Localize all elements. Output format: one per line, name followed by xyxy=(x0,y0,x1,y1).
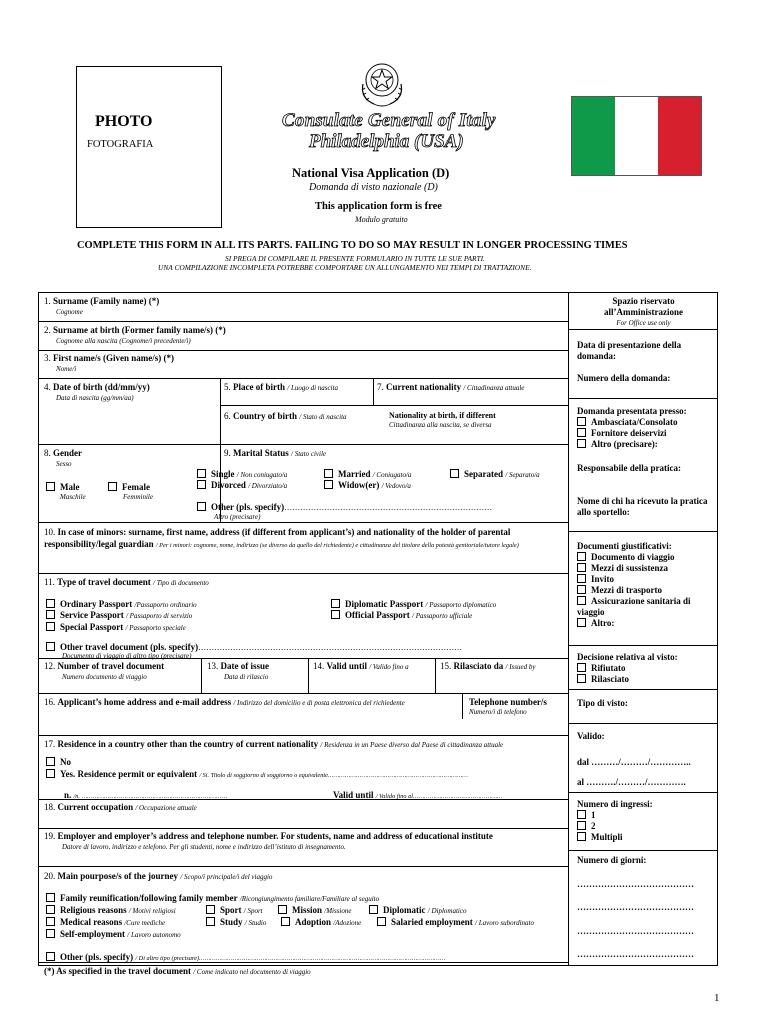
office-divider xyxy=(568,292,569,966)
purpose-medical[interactable]: Medical reasons /Cure mediche xyxy=(46,917,165,927)
field-telephone: Telephone number/s xyxy=(469,697,547,707)
salaried-checkbox[interactable] xyxy=(377,917,386,926)
presso-checkbox-0[interactable] xyxy=(577,417,586,426)
marital-single[interactable]: Single / Non coniugato/a xyxy=(197,469,287,479)
doc-other[interactable]: Other travel document (pls. specify)……………………………………………………………………………………… xyxy=(46,642,462,652)
field-gender: 8. Gender xyxy=(44,448,82,458)
purpose-other[interactable]: Other (pls. specify) / Di altro tipo (precisare)…………………………………………………………………………………………………………………… xyxy=(46,952,445,962)
ingr-checkbox-2[interactable] xyxy=(577,832,586,841)
field-dob: 4. Date of birth (dd/mm/yy) xyxy=(44,382,150,392)
docs-checkbox-1[interactable] xyxy=(577,563,586,572)
consulate-line2: Philadelphia (USA) xyxy=(309,131,464,152)
field-marital: 9. Marital Status / Stato civile xyxy=(224,448,326,458)
field-surname-birth-it: Cognome alla nascita (Cognome/i precedente/i) xyxy=(56,337,191,345)
gender-female-it: Femminile xyxy=(123,493,153,501)
office-dots-1: ………………………………… xyxy=(577,879,694,889)
marital-other[interactable]: Other (pls. specify)…………………………………………………………………… xyxy=(197,502,492,512)
warning-it1: SI PREGA DI COMPILARE IL PRESENTE FORMULARIO IN TUTTE LE SUE PARTI. xyxy=(225,254,485,263)
field-first-name-it: Nome/i xyxy=(56,365,77,373)
gender-male[interactable]: Male xyxy=(46,482,80,492)
office-giorni: Numero di giorni: xyxy=(577,855,647,865)
ingr-opt-2[interactable]: Multipli xyxy=(577,832,623,842)
field-date-issue-it: Data di rilascio xyxy=(224,673,269,681)
field-purpose: 20. Main pourpose/s of the journey / Scopo/i principale/i del viaggio xyxy=(44,871,273,881)
single-checkbox[interactable] xyxy=(197,469,206,478)
sport-checkbox[interactable] xyxy=(206,905,215,914)
docs-opt-2[interactable]: Invito xyxy=(577,574,614,584)
ordinary-checkbox[interactable] xyxy=(46,599,55,608)
marital-other-it: Altro (precisare) xyxy=(214,513,261,521)
docs-checkbox-3[interactable] xyxy=(577,585,586,594)
field-occupation: 18. Current occupation / Occupazione attuale xyxy=(44,802,197,812)
special-checkbox[interactable] xyxy=(46,622,55,631)
separated-checkbox[interactable] xyxy=(450,469,459,478)
photo-box xyxy=(76,66,222,228)
gender-male-it: Maschile xyxy=(60,493,86,501)
office-title2: all’Amministrazione xyxy=(604,307,683,317)
female-checkbox[interactable] xyxy=(108,482,117,491)
ingr-checkbox-1[interactable] xyxy=(577,821,586,830)
field-address: 16. Applicant’s home address and e-mail address / Indirizzo del domicilio e di posta elettronica del richiedente xyxy=(44,697,405,707)
docs-checkbox-4[interactable] xyxy=(577,596,586,605)
photo-subtitle: FOTOGRAFIA xyxy=(87,139,154,150)
marital-separated[interactable]: Separated / Separato/a xyxy=(450,469,540,479)
marital-divorced[interactable]: Divorced / Divorziato/a xyxy=(197,480,287,490)
marital-widow[interactable]: Widow(er) / Vedovo/a xyxy=(324,480,411,490)
office-dots-4: ………………………………… xyxy=(577,949,694,959)
footnote: (*) As specified in the travel document / Come indicato nel documento di viaggio xyxy=(44,966,311,976)
free-notice-it: Modulo gratuito xyxy=(355,215,408,224)
service-checkbox[interactable] xyxy=(46,610,55,619)
field-dob-it: Data di nascita (gg/mm/aa) xyxy=(56,394,134,402)
purpose-self[interactable]: Self-employment / Lavoro autonomo xyxy=(46,929,181,939)
field-date-issue: 13. Date of issue xyxy=(207,661,269,671)
mission-checkbox[interactable] xyxy=(278,905,287,914)
office-nome: Nome di chi ha ricevuto la pratica allo sportello: xyxy=(577,496,708,517)
office-data-pres: Data di presentazione della domanda: xyxy=(577,340,682,361)
field-minors: 10. In case of minors: surname, first name, address (if different from applicant’s) and nationality of the holder of parental responsibility/legal guardian / Per i minori: cognome, nome, indirizzo (se diverso da quello del richiedente) e cittadinanza del titolare della potestà genitoriale/tutore legale) xyxy=(44,527,519,549)
photo-title: PHOTO xyxy=(95,113,153,130)
purpose-salaried[interactable]: Salaried employment / Lavoro subordinato xyxy=(377,917,534,927)
divorced-checkbox[interactable] xyxy=(197,480,206,489)
male-checkbox[interactable] xyxy=(46,482,55,491)
ingr-opt-1[interactable]: 2 xyxy=(577,821,596,831)
form-title: National Visa Application (D) xyxy=(292,166,450,180)
field-employer-it: Datore di lavoro, indirizzo e telefono. Per gli studenti, nome e indirizzo dell’istituto di insegnamento. xyxy=(62,843,346,851)
other-marital-checkbox[interactable] xyxy=(197,502,206,511)
field-nationality: 7. Current nationality / Cittadinanza attuale xyxy=(377,382,525,392)
residence-n[interactable]: n. /n. …………………………………………………………………… xyxy=(64,790,228,800)
purpose-sport[interactable]: Sport / Sport xyxy=(206,905,263,915)
office-ingressi: Numero di ingressi: xyxy=(577,799,653,809)
ingr-checkbox-0[interactable] xyxy=(577,810,586,819)
docs-opt-0[interactable]: Documento di viaggio xyxy=(577,552,675,562)
purpose-family[interactable]: Family reunification/following family member /Ricongiungimento familiare/Familiare al seguito xyxy=(46,893,379,903)
presso-checkbox-1[interactable] xyxy=(577,428,586,437)
docs-checkbox-5[interactable] xyxy=(577,618,586,627)
field-residence: 17. Residence in a country other than the country of current nationality / Residenza in un Paese diverso dal Paese di cittadinanza attuale xyxy=(44,739,504,749)
office-numero: Numero della domanda: xyxy=(577,373,671,383)
dec-checkbox-0[interactable] xyxy=(577,663,586,672)
dec-opt-0[interactable]: Rifiutato xyxy=(577,663,626,673)
office-decisione: Decisione relativa al visto: xyxy=(577,652,678,662)
flag-green xyxy=(572,97,615,175)
official-checkbox[interactable] xyxy=(331,610,340,619)
ingr-opt-0[interactable]: 1 xyxy=(577,810,596,820)
marital-married[interactable]: Married / Coniugato/a xyxy=(324,469,411,479)
religious-checkbox[interactable] xyxy=(46,905,55,914)
office-presso: Domanda presentata presso: xyxy=(577,406,687,416)
field-surname-it: Cognome xyxy=(56,308,83,316)
docs-checkbox-0[interactable] xyxy=(577,552,586,561)
field-employer: 19. Employer and employer’s address and telephone number. For students, name and address of educational institute xyxy=(44,831,493,841)
field-surname: 1. Surname (Family name) (*) xyxy=(44,296,160,306)
field-gender-it: Sesso xyxy=(56,460,72,468)
presso-opt-2[interactable]: Altro (precisare): xyxy=(577,439,658,449)
other-doc-checkbox[interactable] xyxy=(46,642,55,651)
office-title-it: For Office use only xyxy=(616,319,671,327)
residence-no[interactable]: No xyxy=(46,757,71,767)
dec-opt-1[interactable]: Rilasciato xyxy=(577,674,629,684)
diplomatic-checkbox[interactable] xyxy=(331,599,340,608)
purpose-other-checkbox[interactable] xyxy=(46,952,55,961)
office-al: al ………./………/…………. xyxy=(577,777,686,787)
office-dots-2: ………………………………… xyxy=(577,902,694,912)
doc-official[interactable]: Official Passport / Passaporto ufficiale xyxy=(331,610,472,620)
field-telephone-it: Numero/i di telefono xyxy=(469,708,527,716)
field-nationality-birth: Nationality at birth, if different xyxy=(389,411,496,420)
warning-it2: UNA COMPILAZIONE INCOMPLETA POTREBBE COMPORTARE UN ALLUNGAMENTO NEI TEMPI DI TRATTAZIONE. xyxy=(158,263,532,272)
docs-opt-3[interactable]: Mezzi di trasporto xyxy=(577,585,662,595)
docs-opt-5[interactable]: Altro: xyxy=(577,618,614,628)
docs-checkbox-2[interactable] xyxy=(577,574,586,583)
italy-emblem-icon xyxy=(354,54,410,110)
office-docs: Documenti giustificativi: xyxy=(577,541,672,551)
purpose-study[interactable]: Study / Studio xyxy=(206,917,266,927)
purpose-adoption[interactable]: Adoption /Adozione xyxy=(281,917,361,927)
adoption-checkbox[interactable] xyxy=(281,917,290,926)
page-number: 1 xyxy=(714,992,720,1004)
purpose-diplomatic-checkbox[interactable] xyxy=(369,905,378,914)
presso-opt-0[interactable]: Ambasciata/Consolato xyxy=(577,417,678,427)
office-valido: Valido: xyxy=(577,731,605,741)
self-checkbox[interactable] xyxy=(46,929,55,938)
field-surname-birth: 2. Surname at birth (Former family name/s) (*) xyxy=(44,325,226,335)
office-title1: Spazio riservato xyxy=(612,296,675,306)
doc-other-it: Documento di viaggio di altro tipo (precisare) xyxy=(62,652,192,660)
italian-flag xyxy=(571,96,702,176)
residence-valid[interactable]: Valid until / Valido fino al………………………………………… xyxy=(333,790,503,800)
office-dal: dal ………/………/………….. xyxy=(577,757,691,767)
consulate-line1: Consulate General of Italy xyxy=(282,110,496,131)
dec-checkbox-1[interactable] xyxy=(577,674,586,683)
gender-female[interactable]: Female xyxy=(108,482,150,492)
purpose-diplomatic[interactable]: Diplomatic / Diplomatico xyxy=(369,905,466,915)
married-checkbox[interactable] xyxy=(324,469,333,478)
docs-opt-4[interactable]: Assicurazione sanitaria di viaggio xyxy=(577,596,691,617)
doc-ordinary[interactable]: Ordinary Passport /Passaporto ordinario xyxy=(46,599,197,609)
field-travel-doc: 11. Type of travel document / Tipo di documento xyxy=(44,577,209,587)
residence-no-checkbox[interactable] xyxy=(46,757,55,766)
residence-yes[interactable]: Yes. Residence permit or equivalent / Si. Titolo di soggiorno di soggiorno o equivalente………………………………………………………………… xyxy=(46,769,468,779)
doc-special[interactable]: Special Passport / Passaporto speciale xyxy=(46,622,186,632)
family-checkbox[interactable] xyxy=(46,893,55,902)
field-place-birth: 5. Place of birth / Luogo di nascita xyxy=(224,382,339,392)
office-tipo: Tipo di visto: xyxy=(577,698,628,708)
flag-white xyxy=(615,97,658,175)
flag-red xyxy=(658,97,701,175)
medical-checkbox[interactable] xyxy=(46,917,55,926)
doc-diplomatic[interactable]: Diplomatic Passport / Passaporto diplomatico xyxy=(331,599,496,609)
field-doc-number: 12. Number of travel document xyxy=(44,661,165,671)
purpose-mission[interactable]: Mission /Missione xyxy=(278,905,352,915)
office-dots-3: ………………………………… xyxy=(577,926,694,936)
residence-yes-checkbox[interactable] xyxy=(46,769,55,778)
free-notice: This application form is free xyxy=(315,201,442,212)
widow-checkbox[interactable] xyxy=(324,480,333,489)
field-nationality-birth-it: Cittadinanza alla nascita, se diversa xyxy=(389,421,492,429)
purpose-religious[interactable]: Religious reasons / Motivi religiosi xyxy=(46,905,176,915)
presso-opt-1[interactable]: Fornitore deiservizi xyxy=(577,428,667,438)
field-country-birth: 6. Country of birth / Stato di nascita xyxy=(224,411,347,421)
office-resp: Responsabile della pratica: xyxy=(577,463,682,473)
doc-service[interactable]: Service Passport / Passaporto di servizio xyxy=(46,610,192,620)
field-issued-by: 15. Rilasciato da / Issued by xyxy=(440,661,536,671)
field-valid-until: 14. Valid until / Valido fino a xyxy=(313,661,409,671)
field-first-name: 3. First name/s (Given name/s) (*) xyxy=(44,353,174,363)
study-checkbox[interactable] xyxy=(206,917,215,926)
form-title-it: Domanda di visto nazionale (D) xyxy=(309,182,438,193)
warning-main: COMPLETE THIS FORM IN ALL ITS PARTS. FAILING TO DO SO MAY RESULT IN LONGER PROCESSING TIMES xyxy=(77,240,628,251)
presso-checkbox-2[interactable] xyxy=(577,439,586,448)
docs-opt-1[interactable]: Mezzi di sussistenza xyxy=(577,563,668,573)
field-doc-number-it: Numero documento di viaggio xyxy=(62,673,147,681)
